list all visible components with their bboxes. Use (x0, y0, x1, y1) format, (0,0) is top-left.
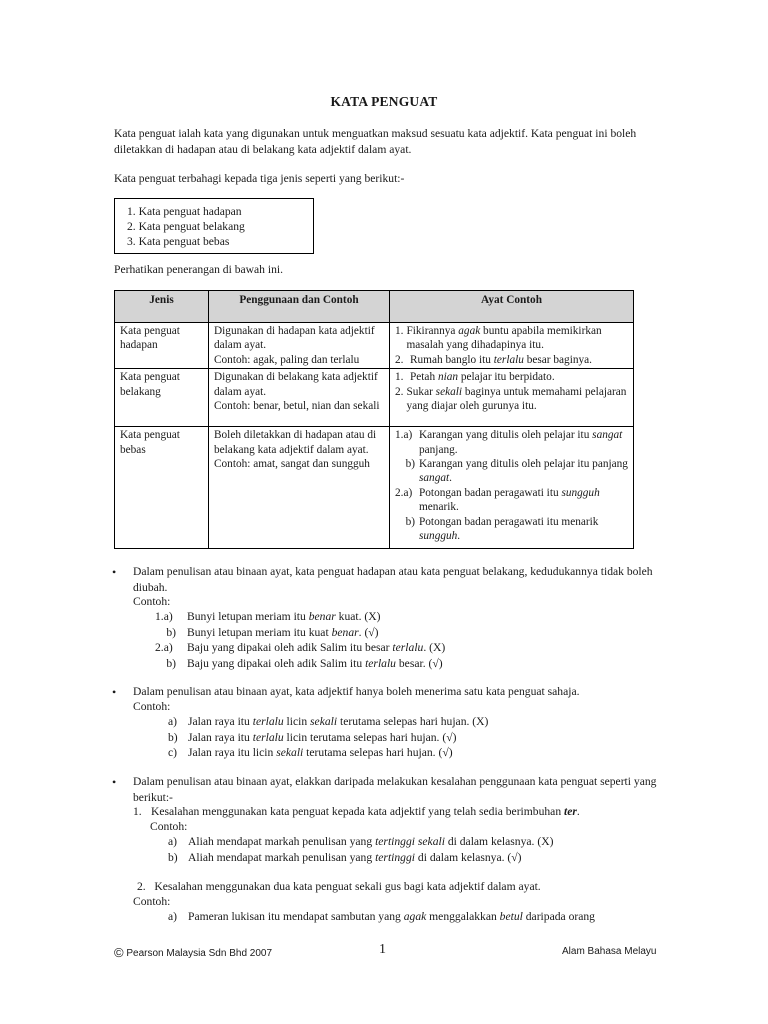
example-text: panjang. (419, 443, 458, 456)
item-text: Jalan raya itu (188, 715, 253, 728)
item-penguat: agak (403, 910, 427, 923)
item-text: Jalan raya itu licin (188, 746, 277, 759)
bullet-3-examples-2 (168, 909, 595, 925)
table-row (115, 427, 634, 549)
example-text: . (449, 472, 452, 485)
example-text: besar baginya. (523, 353, 592, 366)
item-text: Pameran lukisan itu mendapat sambutan yang (188, 910, 404, 923)
list-item (155, 609, 445, 625)
example-text: . (457, 530, 461, 543)
sub-text: . (576, 805, 580, 818)
item-penguat: sekali (310, 715, 338, 728)
contoh-label: Contoh: (133, 895, 171, 908)
item-number: b) (166, 656, 176, 670)
item-number: 1.a) (155, 610, 173, 623)
item-text: Jalan raya itu (188, 730, 253, 744)
item-text: daripada orang (522, 910, 595, 923)
contoh-label: Contoh: (133, 700, 171, 713)
usage-example: Contoh: agak, paling dan terlalu (214, 353, 360, 366)
example-penguat: sungguh (419, 530, 458, 543)
usage-example: Contoh: benar, betul, nian dan sekali (214, 400, 380, 413)
item-text: terutama selepas hari hujan. (√) (303, 746, 453, 759)
cell-penggunaan (209, 427, 390, 549)
example-number: b) (405, 515, 415, 528)
example-number: 1.a) (395, 429, 413, 442)
example-penguat: sekali (435, 385, 463, 398)
bullet-3-examples (168, 834, 553, 865)
item-number: 2.a) (155, 641, 173, 654)
example-penguat: sangat (592, 429, 623, 442)
header-ayat: Ayat Contoh (390, 291, 634, 323)
example-text: Fikirannya (406, 325, 459, 337)
item-text: Aliah mendapat markah penulisan yang (188, 835, 376, 848)
item-number: a) (168, 715, 178, 728)
example-text: Petah (410, 371, 438, 384)
item-number: a) (168, 835, 178, 848)
item-penguat: benar (331, 625, 359, 639)
sub-number: 1. (133, 805, 142, 818)
item-number: c) (168, 746, 178, 759)
item-text: Aliah mendapat markah penulisan yang (188, 850, 376, 864)
example-text: Potongan badan peragawati itu menarik (419, 515, 599, 528)
page-number: 1 (379, 942, 386, 957)
table-row (115, 323, 634, 369)
intro-types-sentence: Kata penguat terbahagi kepada tiga jenis seperti yang berikut:- (114, 172, 405, 185)
sub-point-2: 2. Kesalahan menggunakan dua kata penguat sekali gus bagi kata adjektif dalam ayat. (137, 880, 541, 893)
sub-penguat: ter (564, 805, 577, 818)
cell-ayat (390, 323, 634, 369)
example-number: 1. (395, 325, 404, 337)
cell-penggunaan (209, 369, 390, 427)
item-penguat: terlalu (365, 656, 396, 670)
intro-paragraph: Kata penguat ialah kata yang digunakan untuk menguatkan maksud sesuatu kata adjektif. Kata penguat ini boleh diletakkan di hadapan atau di belakang kata adjektif dalam ayat. (114, 127, 637, 156)
list-item (155, 625, 445, 641)
type-item: 2. Kata penguat belakang (127, 220, 245, 233)
item-penguat: sekali (276, 746, 304, 759)
usage-example: Contoh: amat, sangat dan sungguh (214, 458, 370, 471)
header-jenis: Jenis (115, 291, 209, 323)
contoh-label: Contoh: (150, 820, 188, 833)
example-penguat: terlalu (493, 353, 524, 366)
item-text: besar. (√) (395, 656, 443, 670)
item-number: b) (166, 625, 176, 639)
list-item (168, 714, 488, 730)
example-penguat: sungguh (561, 486, 600, 499)
item-penguat: betul (499, 910, 523, 923)
item-text: kuat. (X) (335, 610, 381, 623)
footer-right: Alam Bahasa Melayu (562, 946, 657, 957)
item-text: terutama selepas hari hujan. (X) (337, 715, 489, 728)
header-penggunaan: Penggunaan dan Contoh (209, 291, 390, 323)
example-text: Rumah banglo itu (410, 353, 494, 366)
example-number: b) (405, 458, 415, 471)
types-box (114, 198, 314, 254)
cell-jenis: Kata penguat hadapan (115, 323, 209, 369)
item-number: b) (168, 730, 178, 744)
item-text: di dalam kelasnya. (X) (444, 835, 554, 848)
kata-penguat-table (114, 290, 634, 549)
item-text: menggalakkan (426, 910, 500, 923)
footer-publisher: Pearson Malaysia Sdn Bhd 2007 (126, 948, 273, 959)
bullet-2-text: Dalam penulisan atau binaan ayat, kata adjektif hanya boleh menerima satu kata penguat sahaja. (133, 685, 580, 698)
bullet-3-text: Dalam penulisan atau binaan ayat, elakkan daripada melakukan kesalahan penggunaan kata penguat seperti yang berikut:- (133, 775, 657, 804)
example-penguat: sangat (419, 472, 450, 485)
item-penguat: terlalu (392, 641, 424, 654)
example-penguat: nian (437, 371, 459, 384)
item-text: Bunyi letupan meriam itu kuat (187, 625, 332, 639)
item-text: Bunyi letupan meriam itu (187, 610, 309, 623)
example-text: Karangan yang ditulis oleh pelajar itu panjang (419, 458, 628, 471)
list-item (168, 730, 488, 746)
example-text: baginya untuk memahami pelajaran yang diajar oleh gurunya itu. (406, 385, 627, 413)
example-text: menarik. (419, 501, 459, 514)
list-item (155, 640, 445, 656)
bullet-icon: • (112, 685, 117, 699)
note-text: Perhatikan penerangan di bawah ini. (114, 263, 284, 276)
list-item (168, 850, 553, 866)
example-text: Potongan badan peragawati itu (419, 486, 562, 499)
cell-jenis: Kata penguat belakang (115, 369, 209, 427)
footer-left (114, 945, 272, 960)
item-number: a) (168, 910, 178, 923)
example-text: pelajar itu berpidato. (458, 371, 555, 384)
contoh-label: Contoh: (133, 595, 171, 608)
bullet-icon: • (112, 565, 117, 579)
list-item (168, 909, 595, 925)
list-item (168, 834, 553, 850)
example-number: 2. (395, 385, 404, 398)
table-row (115, 369, 634, 427)
item-text: licin terutama selepas hari hujan. (√) (283, 730, 457, 744)
item-text: Baju yang dipakai oleh adik Salim itu (187, 656, 366, 670)
item-text: licin (283, 715, 311, 728)
example-number: 1. (395, 371, 404, 384)
table-header-row (115, 291, 634, 323)
item-penguat: terlalu (252, 730, 284, 744)
page-title: KATA PENGUAT (330, 94, 438, 109)
sub-point-1 (133, 804, 580, 820)
bullet-icon: • (112, 775, 117, 789)
item-penguat: benar (308, 610, 336, 623)
cell-jenis: Kata penguat bebas (115, 427, 209, 549)
item-text: Baju yang dipakai oleh adik Salim itu besar (187, 641, 393, 654)
item-text: . (X) (423, 641, 446, 654)
example-text: Karangan yang ditulis oleh pelajar itu (419, 429, 593, 442)
item-text: di dalam kelasnya. (√) (415, 850, 522, 864)
item-penguat: tertinggi (375, 850, 415, 864)
copyright-icon: © (114, 945, 124, 960)
example-text: buntu apabila memikirkan masalah yang dihadapinya itu. (406, 325, 602, 352)
item-number: b) (168, 850, 178, 864)
cell-penggunaan (209, 323, 390, 369)
cell-ayat (390, 427, 634, 549)
example-penguat: agak (458, 325, 481, 337)
example-text: Sukar (406, 385, 436, 398)
item-penguat: terlalu (252, 715, 284, 728)
usage-text: Boleh diletakkan di hadapan atau di belakang kata adjektif dalam ayat. (214, 429, 377, 456)
type-item: 1. Kata penguat hadapan (127, 205, 242, 218)
item-penguat: tertinggi sekali (375, 835, 445, 848)
usage-text: Digunakan di hadapan kata adjektif dalam ayat. (214, 325, 375, 352)
usage-text: Digunakan di belakang kata adjektif dalam ayat. (214, 371, 378, 398)
sub-text: Kesalahan menggunakan kata penguat kepada kata adjektif yang telah sedia berimbuhan (151, 805, 565, 818)
item-text: . (√) (358, 625, 379, 639)
example-number: 2.a) (395, 486, 413, 499)
example-number: 2. (395, 353, 404, 366)
cell-ayat (390, 369, 634, 427)
list-item (155, 656, 445, 672)
bullet-1-examples (155, 609, 445, 671)
bullet-2-examples (168, 714, 488, 761)
list-item (168, 745, 488, 761)
type-item: 3. Kata penguat bebas (127, 235, 230, 248)
bullet-1-text: Dalam penulisan atau binaan ayat, kata penguat hadapan atau kata penguat belakang, kedudukannya tidak boleh diubah. (133, 565, 653, 594)
